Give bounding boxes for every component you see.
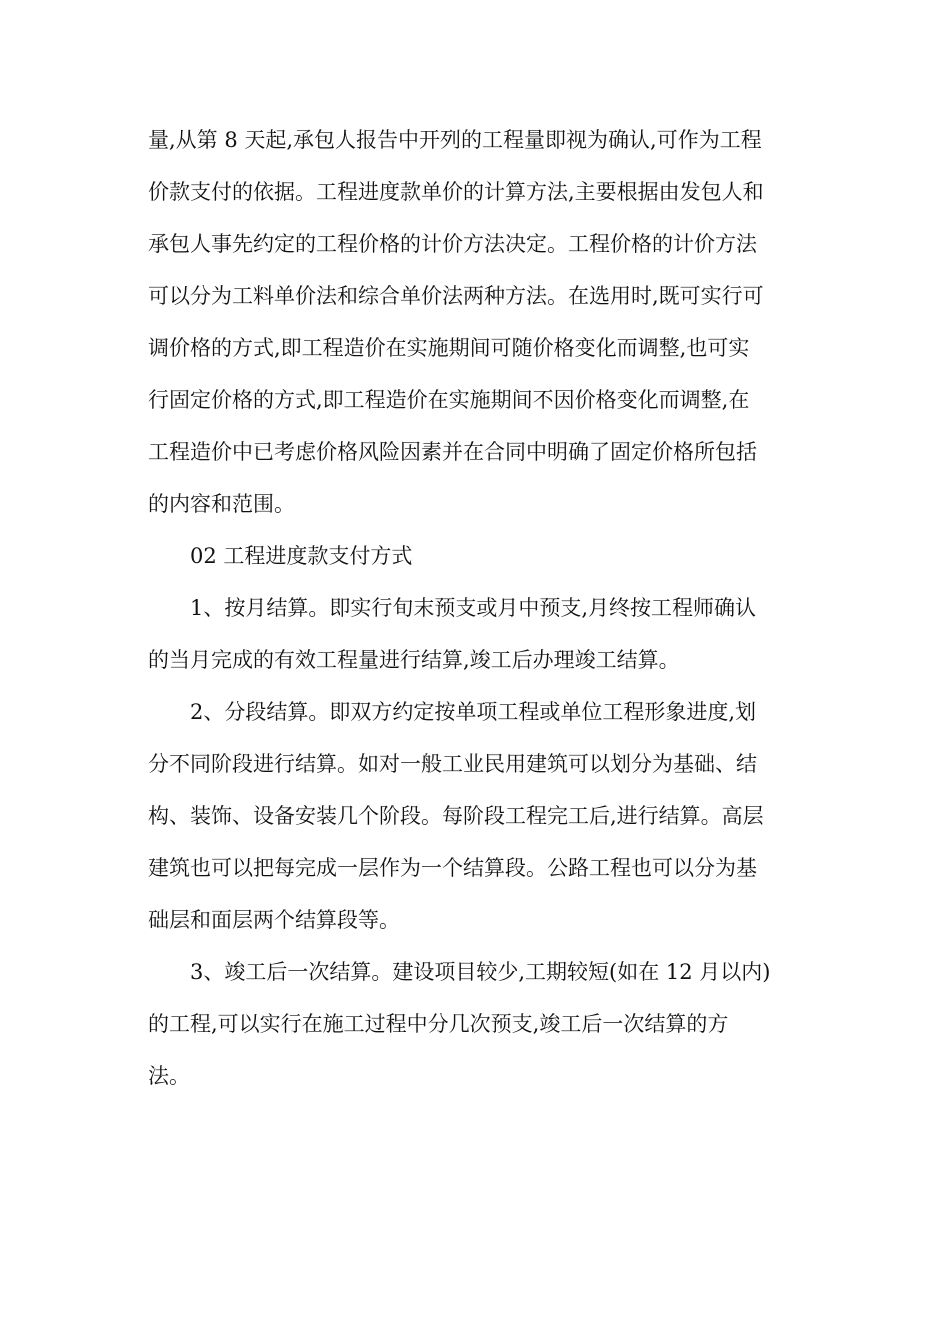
paragraph-monthly-settlement	[148, 582, 808, 686]
paragraph-payment-basis	[148, 114, 808, 530]
text-line: 的当月完成的有效工程量进行结算,竣工后办理竣工结算。	[148, 648, 680, 672]
text-line: 2、分段结算。即双方约定按单项工程或单位工程形象进度,划	[190, 700, 757, 724]
text-line: 3、竣工后一次结算。建设项目较少,工期较短(如在 12 月以内)	[190, 960, 771, 984]
section-title: 02 工程进度款支付方式	[190, 544, 413, 568]
text-line: 建筑也可以把每完成一层作为一个结算段。公路工程也可以分为基	[148, 856, 757, 880]
text-line: 的内容和范围。	[148, 492, 295, 516]
text-line: 法。	[148, 1064, 190, 1088]
document-body	[148, 114, 808, 1102]
text-line: 构、装饰、设备安装几个阶段。每阶段工程完工后,进行结算。高层	[148, 804, 764, 828]
paragraph-completion-settlement	[148, 946, 808, 1102]
text-line: 价款支付的依据。工程进度款单价的计算方法,主要根据由发包人和	[148, 180, 764, 204]
text-line: 行固定价格的方式,即工程造价在实施期间不因价格变化而调整,在	[148, 388, 750, 412]
text-line: 调价格的方式,即工程造价在实施期间可随价格变化而调整,也可实	[148, 336, 750, 360]
text-line: 量,从第 8 天起,承包人报告中开列的工程量即视为确认,可作为工程	[148, 128, 762, 152]
text-line: 工程造价中已考虑价格风险因素并在合同中明确了固定价格所包括	[148, 440, 757, 464]
text-line: 1、按月结算。即实行旬末预支或月中预支,月终按工程师确认	[190, 596, 757, 620]
text-line: 可以分为工料单价法和综合单价法两种方法。在选用时,既可实行可	[148, 284, 764, 308]
text-line: 础层和面层两个结算段等。	[148, 908, 400, 932]
text-line: 的工程,可以实行在施工过程中分几次预支,竣工后一次结算的方	[148, 1012, 729, 1036]
paragraph-stage-settlement	[148, 686, 808, 946]
text-line: 承包人事先约定的工程价格的计价方法决定。工程价格的计价方法	[148, 232, 757, 256]
section-heading	[148, 530, 808, 582]
text-line: 分不同阶段进行结算。如对一般工业民用建筑可以划分为基础、结	[148, 752, 757, 776]
